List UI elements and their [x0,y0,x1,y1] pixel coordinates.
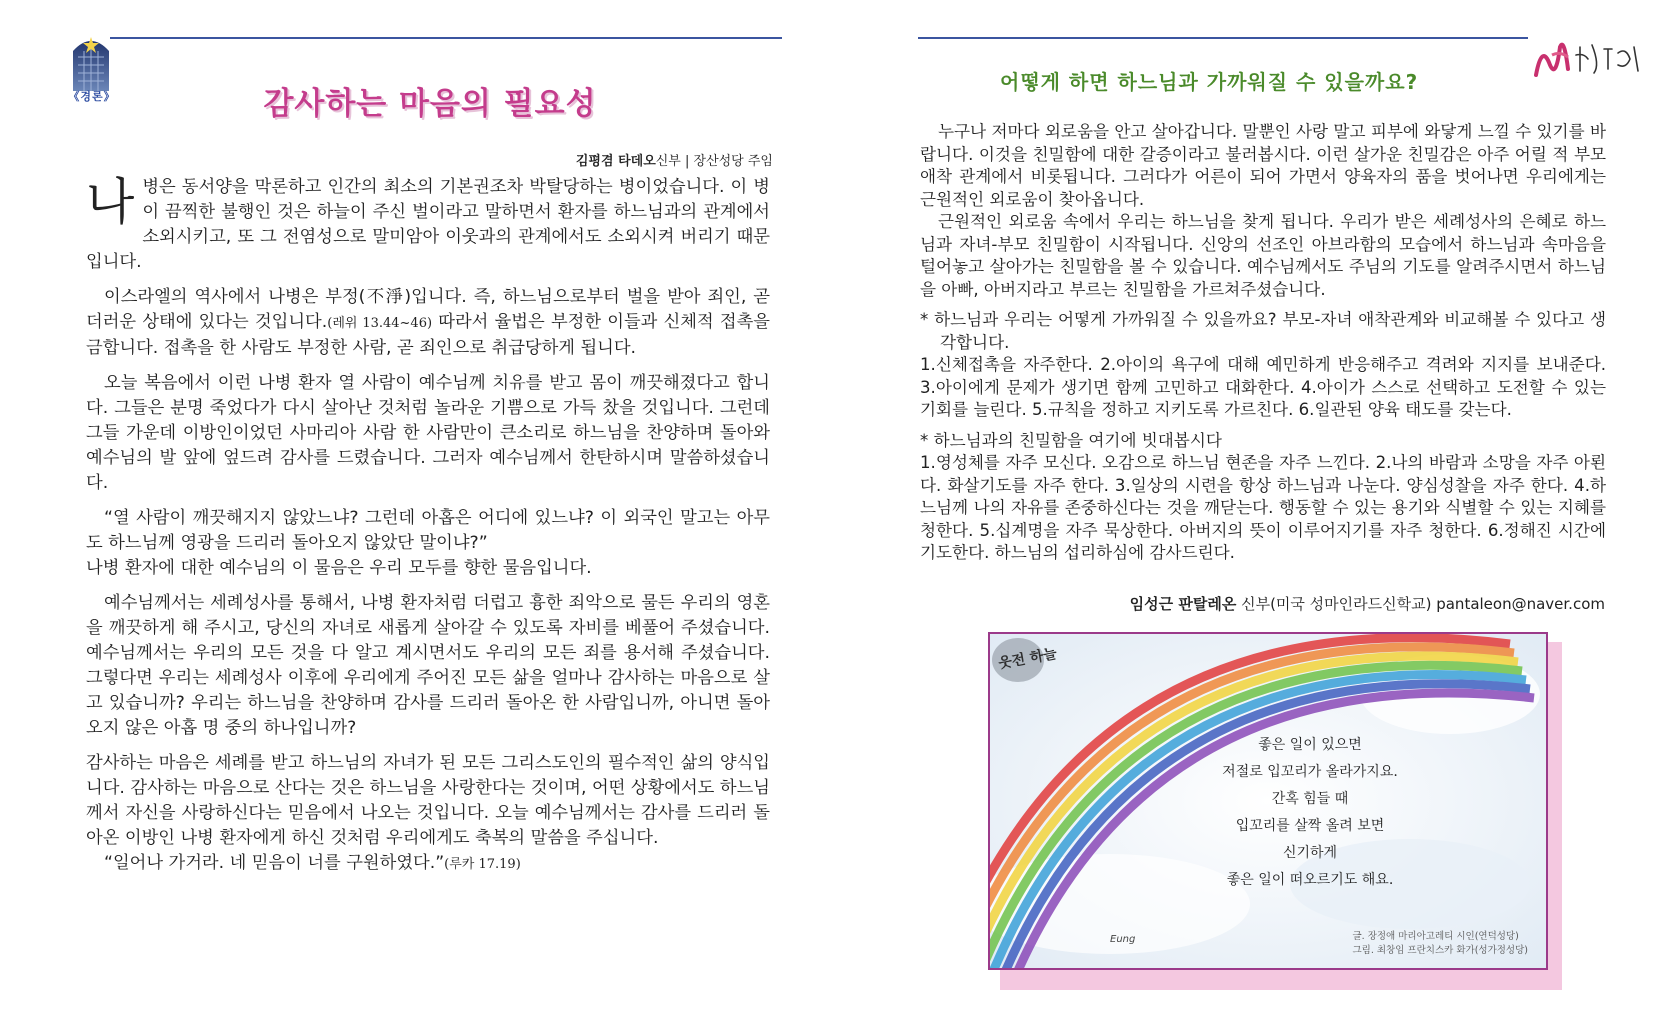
right-bullet-1: * 하느님과 우리는 어떻게 가까워질 수 있을까요? 부모-자녀 애착관계와 비교해볼 수 있다고 생각합니다. [920,310,1606,352]
badge-label: 《경론》 [68,90,116,103]
right-bullet-2: * 하느님과의 친밀함을 여기에 빗대봅시다 [920,430,1222,450]
right-paragraph-2: 근원적인 외로움 속에서 우리는 하느님을 찾게 됩니다. 우리가 받은 세례성사의 은혜로 하느님과 자녀-부모 친밀함이 시작됩니다. 신앙의 선조인 아브라함의 모습에서 하느님과 속마음을 털어놓고 살아가는 친밀함을 볼 수 있습니다. 예수님께서도 주님의 기도를 알려주시면서 하느님을 아빠, 아버지라고 부르는 친밀함을 가르쳐주셨습니다. [920,212,1606,299]
poem-line: 저절로 입꼬리가 올라가지요. [1222,764,1398,780]
poem-line: 간혹 힘들 때 [1271,791,1349,807]
quote-closing [86,851,770,877]
right-paragraph-1: 누구나 저마다 외로움을 안고 살아갑니다. 말뿐인 사랑 말고 피부에 와닿게 느낄 수 있기를 바랍니다. 이것을 친밀함에 대한 갈증이라고 불러봅시다. 이런 살가운 친밀감은 아주 어릴 적 부모 애착 관계에서 비롯됩니다. 그러다가 어른이 되어 가면서 양육자의 품을 벗어나면 우리에게는 근원적인 외로움이 찾아옵니다. [920,122,1606,209]
top-rule-left [110,37,782,39]
poem-line: 신기하게 [1282,845,1338,861]
church-logo-icon [70,33,112,91]
paragraph-2-text-b: 따라서 율법은 부정한 이들과 신체적 접촉을 금합니다. 접촉을 한 사람도 부정한 사람, 곧 죄인으로 취급당하게 됩니다. [86,312,770,358]
author-byline [576,150,773,169]
poem-line: 입꼬리를 살짝 올려 보면 [1235,818,1385,834]
poem-line: 좋은 일이 있으면 [1258,737,1362,753]
paragraph-2-text-a: 이스라엘의 역사에서 나병은 부정(不淨)입니다. 즉, 하느님으로부터 벌을 받아 죄인, 곧 더러운 상태에 있다는 것입니다. [86,287,770,332]
citation-luke: (루카 17.19) [444,857,521,872]
paragraph-5: 예수님께서는 세례성사를 통해서, 나병 환자처럼 더럽고 흉한 죄악으로 물든 우리의 영혼을 깨끗하게 해 주시고, 당신의 자녀로 새롭게 살아갈 수 있도록 자비를 베풀어 주셨습니다. 예수님께서는 우리의 모든 것을 다 알고 계시면서도 우리의 모든 죄를 용서해 주셨습니다. 그렇다면 우리는 세례성사 이후에 우리에게 주어진 모든 삶을 얼마나 감사하는 마음으로 살고 있습니까? 우리는 하느님을 찬양하며 감사를 드리러 돌아온 한 사람입니까, 아니면 돌아오지 않은 아홉 명 중의 하나입니까? [86,593,770,738]
right-list-2: 1.영성체를 자주 모신다. 오감으로 하느님 현존을 자주 느낀다. 2.나의 바람과 소망을 자주 아뢴다. 화살기도를 자주 한다. 3.일상의 시련을 항상 하느님과 나눈다. 양심성찰을 자주 한다. 4.하느님께 나의 자유를 존중하신다는 것을 깨닫는다. 행동할 수 있는 용기와 식별할 수 있는 지혜를 청한다. 5.십계명을 자주 묵상한다. 아버지의 뜻이 이루어지기를 자주 청한다. 6.정해진 시간에 기도한다. 하느님의 섭리하심에 감사드린다. [920,453,1606,562]
section-deco-icon [1530,35,1645,80]
article-body-right [920,121,1606,565]
credit-writer: 글. 장정애 마리아고레티 시인(연덕성당) [1352,931,1519,942]
citation-leviticus: (레위 13.44~46) [327,316,433,331]
stamp-label: 웃전 하늘 [997,645,1059,672]
author-name-right: 임성근 판탈레온 [1129,595,1237,613]
paragraph-1-text: 병은 동서양을 막론하고 인간의 최소의 기본권조차 박탈당하는 병이었습니다. 이 병이 끔찍한 불행인 것은 하늘이 주신 벌이라고 말하면서 환자를 하느님과의 관계에서 소외시키고, 또 그 전염성으로 말미암아 이웃과의 관계에서도 소외시켜 버리기 때문입니다. [86,177,770,272]
author-role-right: 신부(미국 성마인라드신학교) pantaleon@naver.com [1236,595,1605,613]
quote-closing-text: “일어나 가거라. 네 믿음이 너를 구원하였다.” [104,853,445,873]
card-credits [1352,930,1528,958]
paragraph-2 [86,285,770,361]
right-list-1: 1.신체접촉을 자주한다. 2.아이의 욕구에 대해 예민하게 반응해주고 격려와 지지를 보내준다. 3.아이에게 문제가 생기면 함께 고민하고 대화한다. 4.아이가 스스로 선택하고 도전할 수 있는 기회를 늘린다. 5.규칙을 정하고 지키도록 가르친다. 6.일관된 양육 태도를 갖는다. [920,355,1606,419]
artist-signature: Eung [1110,934,1136,945]
article-body-left [86,175,770,877]
credit-painter: 그림. 최창임 프란치스카 화가(성가정성당) [1352,945,1528,956]
drop-cap: 나 [86,173,135,231]
paragraph-1 [86,175,770,275]
section-title: 어떻게 하면 하느님과 가까워질 수 있을까요? [1000,70,1419,94]
poem-line: 좋은 일이 떠오르기도 해요. [1226,872,1394,888]
paragraph-3: 오늘 복음에서 이런 나병 환자 열 사람이 예수님께 치유를 받고 몸이 깨끗해졌다고 합니다. 그들은 분명 죽었다가 다시 살아난 것처럼 놀라운 기쁨으로 가득 찼을 것입니다. 그런데 그들 가운데 이방인이었던 사마리아 사람 한 사람만이 큰소리로 하느님을 찬양하며 돌아와 예수님의 발 앞에 엎드려 감사를 드렸습니다. 그러자 예수님께서 한탄하시며 말씀하셨습니다. [86,373,770,493]
author-role: 신부 | 장산성당 주임 [655,154,773,169]
author-byline-right [1130,593,1605,614]
quote-gospel: “열 사람이 깨끗해지지 않았느냐? 그런데 아홉은 어디에 있느냐? 이 외국인 말고는 아무도 하느님께 영광을 드리러 돌아오지 않았단 말이냐?” [86,508,770,553]
top-rule-right [918,37,1528,39]
paragraph-6: 감사하는 마음은 세례를 받고 하느님의 자녀가 된 모든 그리스도인의 필수적인 삶의 양식입니다. 감사하는 마음으로 산다는 것은 하느님을 사랑한다는 것이며, 어떤 상황에서도 하느님께서 자신을 사랑하신다는 믿음에서 나오는 것입니다. 오늘 예수님께서는 감사를 드리러 돌아온 이방인 나병 환자에게 하신 것처럼 우리에게도 축복의 말씀을 주십니다. [86,753,770,848]
paragraph-4: 나병 환자에 대한 예수님의 이 물음은 우리 모두를 향한 물음입니다. [86,558,592,578]
poem-card [988,632,1548,970]
author-name: 김평겸 타데오 [575,154,656,169]
poem-text [1180,732,1440,894]
page-title: 감사하는 마음의 필요성 [263,86,597,122]
